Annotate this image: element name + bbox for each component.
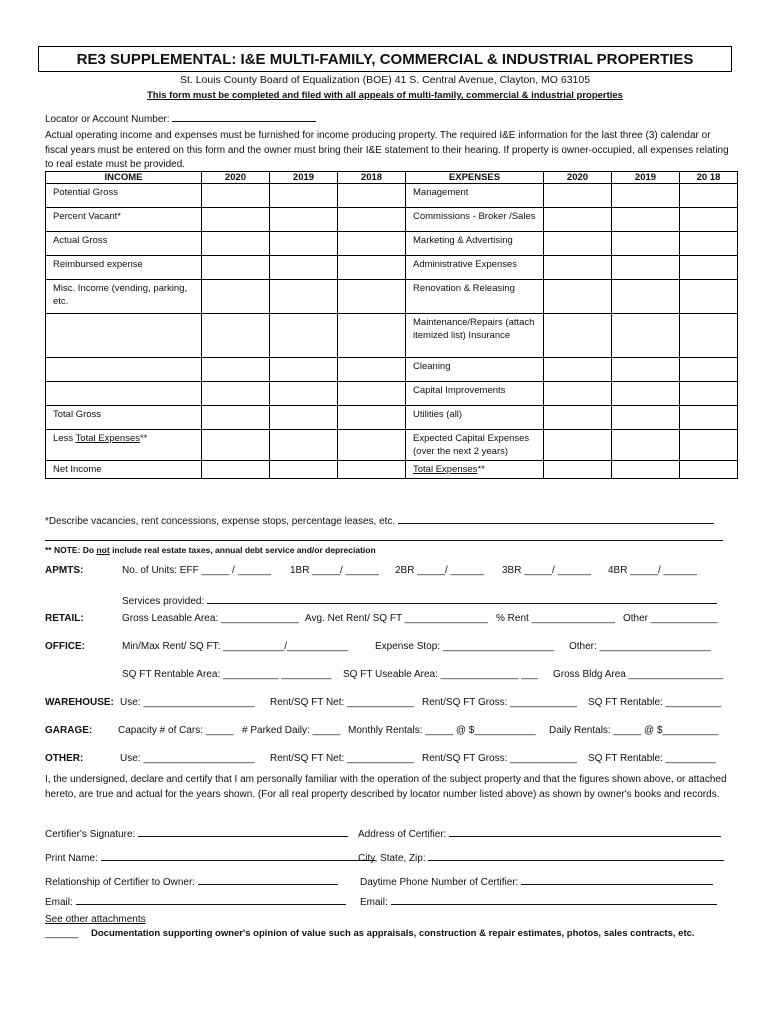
income-cell[interactable]	[202, 232, 270, 256]
expense-cell[interactable]	[612, 461, 680, 479]
income-cell[interactable]	[270, 430, 338, 461]
income-cell[interactable]	[202, 406, 270, 430]
expense-cell[interactable]	[680, 208, 738, 232]
signature-input-line[interactable]	[138, 826, 348, 837]
income-cell[interactable]	[270, 184, 338, 208]
email-right-label: Email:	[360, 897, 391, 908]
services-field[interactable]	[122, 593, 717, 607]
note-not: not	[96, 545, 110, 555]
describe-input-line[interactable]	[398, 513, 714, 524]
expense-cell[interactable]	[544, 358, 612, 382]
total-expenses-ref: Total Expenses	[75, 433, 140, 444]
expense-cell[interactable]	[544, 382, 612, 406]
relationship-input-line[interactable]	[198, 874, 338, 885]
retail-pct-rent-field[interactable]: % Rent _______________	[496, 613, 615, 624]
table-row	[46, 184, 738, 208]
expense-cell[interactable]	[612, 256, 680, 280]
table-row	[46, 406, 738, 430]
email-right-field[interactable]	[360, 894, 717, 908]
income-label: Potential Gross	[46, 184, 202, 208]
warehouse-label: WAREHOUSE:	[45, 697, 114, 708]
total-expenses-label: Total Expenses	[413, 464, 478, 475]
expense-cell[interactable]	[612, 358, 680, 382]
expense-cell[interactable]	[544, 406, 612, 430]
income-cell[interactable]	[202, 184, 270, 208]
email-left-input-line[interactable]	[76, 894, 346, 905]
expense-cell[interactable]	[612, 280, 680, 314]
income-cell[interactable]	[338, 280, 406, 314]
expense-cell[interactable]	[680, 461, 738, 479]
income-cell[interactable]	[270, 280, 338, 314]
expense-cell[interactable]	[612, 430, 680, 461]
income-cell[interactable]	[270, 208, 338, 232]
income-cell[interactable]	[338, 461, 406, 479]
expense-label	[406, 461, 544, 479]
office-min-max-field[interactable]: Min/Max Rent/ SQ FT: ___________/___________	[122, 641, 349, 652]
garage-monthly-field[interactable]: Monthly Rentals: _____ @ $___________	[348, 725, 536, 736]
income-header: INCOME	[46, 172, 202, 184]
other-label: OTHER:	[45, 753, 84, 764]
income-label: Total Gross	[46, 406, 202, 430]
phone-field[interactable]	[360, 874, 713, 888]
email-right-input-line[interactable]	[391, 894, 717, 905]
describe-note: *Describe vacancies, rent concessions, expense stops, percentage leases, etc.	[45, 516, 396, 527]
locator-field[interactable]	[45, 111, 316, 125]
other-rentable-field[interactable]: SQ FT Rentable: _________	[588, 753, 716, 764]
expense-cell[interactable]	[612, 184, 680, 208]
retail-other-field[interactable]: Other ____________	[623, 613, 718, 624]
certifier-address-field[interactable]	[358, 826, 721, 840]
income-cell[interactable]	[338, 430, 406, 461]
income-cell[interactable]	[202, 430, 270, 461]
income-cell[interactable]	[270, 232, 338, 256]
expense-label: Administrative Expenses	[406, 256, 544, 280]
expense-year-header: 2020	[544, 172, 612, 184]
expense-label: Capital Improvements	[406, 382, 544, 406]
documentation-note: Documentation supporting owner's opinion of value such as appraisals, construction & repair estimates, photos, sales contracts, etc.	[91, 928, 695, 939]
expense-cell[interactable]	[680, 232, 738, 256]
signature-label: Certifier's Signature:	[45, 829, 139, 840]
expense-cell[interactable]	[680, 314, 738, 358]
income-cell[interactable]	[338, 208, 406, 232]
expense-cell[interactable]	[544, 256, 612, 280]
double-asterisk: **	[477, 464, 485, 475]
print-name-input-line[interactable]	[101, 850, 375, 861]
city-state-zip-label: City, State, Zip:	[358, 853, 429, 864]
income-cell[interactable]	[270, 358, 338, 382]
expense-cell[interactable]	[544, 280, 612, 314]
income-cell[interactable]	[270, 406, 338, 430]
expense-label: Management	[406, 184, 544, 208]
office-expense-stop-field[interactable]: Expense Stop: ____________________	[375, 641, 555, 652]
office-gross-field[interactable]: Gross Bldg Area _________________	[553, 669, 724, 680]
income-cell[interactable]	[202, 280, 270, 314]
expense-label: Expected Capital Expenses (over the next 2 years)	[406, 430, 544, 461]
filing-instruction: This form must be completed and filed with all appeals of multi-family, commercial & industrial properties	[147, 90, 623, 101]
expense-cell[interactable]	[680, 184, 738, 208]
apmts-3br-field[interactable]: 3BR _____/ ______	[502, 565, 591, 576]
income-cell[interactable]	[338, 232, 406, 256]
income-cell[interactable]	[270, 382, 338, 406]
signature-field[interactable]	[45, 826, 348, 840]
expense-label: Commissions - Broker /Sales	[406, 208, 544, 232]
expense-cell[interactable]	[680, 256, 738, 280]
income-label: Percent Vacant*	[46, 208, 202, 232]
table-row	[46, 232, 738, 256]
expense-year-header: 2019	[612, 172, 680, 184]
office-label: OFFICE:	[45, 641, 85, 652]
garage-capacity-field[interactable]: Capacity # of Cars: _____	[118, 725, 234, 736]
income-cell[interactable]	[270, 256, 338, 280]
income-cell[interactable]	[270, 461, 338, 479]
expense-cell[interactable]	[544, 430, 612, 461]
table-row	[46, 314, 738, 358]
table-header-row	[46, 172, 738, 184]
certifier-address-label: Address of Certifier:	[358, 829, 450, 840]
services-label: Services provided:	[122, 596, 208, 607]
locator-label: Locator or Account Number:	[45, 114, 173, 125]
describe-continuation-line[interactable]	[45, 540, 723, 541]
less-prefix: Less	[53, 433, 76, 444]
garage-parked-field[interactable]: # Parked Daily: _____	[242, 725, 341, 736]
income-label	[46, 430, 202, 461]
warehouse-gross-field[interactable]: Rent/SQ FT Gross: ____________	[422, 697, 577, 708]
deduction-note	[45, 545, 376, 555]
other-use-field[interactable]: Use: ____________________	[120, 753, 255, 764]
apmts-1br-field[interactable]: 1BR _____/ ______	[290, 565, 379, 576]
table-row	[46, 382, 738, 406]
income-cell[interactable]	[338, 184, 406, 208]
other-net-field[interactable]: Rent/SQ FT Net: ____________	[270, 753, 414, 764]
board-address: St. Louis County Board of Equalization (BOE) 41 S. Central Avenue, Clayton, MO 63105	[179, 74, 591, 86]
intro-paragraph: Actual operating income and expenses must be furnished for income producing property. The required I&E information for the last three (3) calendar or fiscal years must be entered on this form and the owner must bring their I&E statement to their hearing. If property is owner-occupied, all expenses relating to real estate must be provided.	[45, 130, 729, 170]
income-cell[interactable]	[338, 314, 406, 358]
retail-gla-field[interactable]: Gross Leasable Area: ______________	[122, 613, 299, 624]
apmts-label: APMTS:	[45, 565, 84, 576]
relationship-field[interactable]	[45, 874, 338, 888]
income-year-header: 2019	[270, 172, 338, 184]
expense-cell[interactable]	[544, 461, 612, 479]
note-prefix: ** NOTE: Do	[45, 545, 97, 555]
apmts-4br-field[interactable]: 4BR _____/ ______	[608, 565, 697, 576]
phone-input-line[interactable]	[521, 874, 713, 885]
expense-cell[interactable]	[612, 208, 680, 232]
income-cell[interactable]	[338, 358, 406, 382]
print-name-field[interactable]	[45, 850, 375, 864]
expense-cell[interactable]	[680, 430, 738, 461]
expense-cell[interactable]	[544, 232, 612, 256]
income-year-header: 2018	[338, 172, 406, 184]
garage-daily-field[interactable]: Daily Rentals: _____ @ $__________	[549, 725, 719, 736]
income-label: Reimbursed expense	[46, 256, 202, 280]
see-other-attachments: See other attachments	[45, 914, 146, 925]
income-cell[interactable]	[202, 314, 270, 358]
warehouse-rentable-field[interactable]: SQ FT Rentable: __________	[588, 697, 722, 708]
income-expense-table	[45, 171, 738, 479]
income-label[interactable]	[46, 358, 202, 382]
income-label[interactable]	[46, 314, 202, 358]
expense-label: Marketing & Advertising	[406, 232, 544, 256]
table-row	[46, 461, 738, 479]
income-cell[interactable]	[202, 461, 270, 479]
income-cell[interactable]	[202, 358, 270, 382]
retail-label: RETAIL:	[45, 613, 84, 624]
phone-label: Daytime Phone Number of Certifier:	[360, 877, 522, 888]
expense-cell[interactable]	[612, 406, 680, 430]
documentation-checkbox-line[interactable]: ______	[45, 928, 79, 939]
expense-cell[interactable]	[680, 358, 738, 382]
office-rentable-field[interactable]: SQ FT Rentable Area: __________ _________	[122, 669, 332, 680]
expenses-header: EXPENSES	[406, 172, 544, 184]
email-left-label: Email:	[45, 897, 76, 908]
expense-label: Utilities (all)	[406, 406, 544, 430]
double-asterisk: **	[139, 433, 148, 444]
table-row	[46, 256, 738, 280]
warehouse-use-field[interactable]: Use: ____________________	[120, 697, 255, 708]
office-other-field[interactable]: Other: ____________________	[569, 641, 711, 652]
income-cell[interactable]	[202, 256, 270, 280]
warehouse-net-field[interactable]: Rent/SQ FT Net: ____________	[270, 697, 414, 708]
expense-cell[interactable]	[612, 314, 680, 358]
expense-year-header: 20 18	[680, 172, 738, 184]
expense-label: Renovation & Releasing	[406, 280, 544, 314]
form-title: RE3 SUPPLEMENTAL: I&E MULTI-FAMILY, COMMERCIAL & INDUSTRIAL PROPERTIES	[38, 46, 732, 72]
city-state-zip-input-line[interactable]	[428, 850, 724, 861]
expense-cell[interactable]	[680, 382, 738, 406]
expense-cell[interactable]	[544, 314, 612, 358]
expense-label: Cleaning	[406, 358, 544, 382]
income-cell[interactable]	[270, 314, 338, 358]
retail-net-rent-field[interactable]: Avg. Net Rent/ SQ FT _______________	[305, 613, 489, 624]
office-useable-field[interactable]: SQ FT Useable Area: ______________ ___	[343, 669, 538, 680]
income-cell[interactable]	[202, 382, 270, 406]
income-year-header: 2020	[202, 172, 270, 184]
other-gross-field[interactable]: Rent/SQ FT Gross: ____________	[422, 753, 577, 764]
table-row	[46, 358, 738, 382]
income-cell[interactable]	[338, 256, 406, 280]
declaration-paragraph: I, the undersigned, declare and certify that I am personally familiar with the operation of the subject property and that the figures shown above, or attached hereto, are true and actual for the years shown. (For all real property described by locator number listed above) as shown by owner's books and records.	[45, 774, 727, 800]
expense-cell[interactable]	[612, 382, 680, 406]
expense-cell[interactable]	[544, 184, 612, 208]
garage-label: GARAGE:	[45, 725, 93, 736]
email-left-field[interactable]	[45, 894, 346, 908]
note-suffix: include real estate taxes, annual debt service and/or depreciation	[109, 545, 376, 555]
apmts-units-field[interactable]: No. of Units: EFF _____ / ______	[122, 565, 271, 576]
relationship-label: Relationship of Certifier to Owner:	[45, 877, 198, 888]
expense-cell[interactable]	[612, 232, 680, 256]
income-label: Net Income	[46, 461, 202, 479]
city-state-zip-field[interactable]	[358, 850, 724, 864]
table-row	[46, 280, 738, 314]
table-row	[46, 208, 738, 232]
services-input-line[interactable]	[207, 593, 717, 604]
apmts-2br-field[interactable]: 2BR _____/ ______	[395, 565, 484, 576]
locator-input-line[interactable]	[172, 111, 316, 122]
expense-cell[interactable]	[680, 406, 738, 430]
income-label[interactable]	[46, 382, 202, 406]
income-label: Misc. Income (vending, parking, etc.	[46, 280, 202, 314]
income-cell[interactable]	[202, 208, 270, 232]
income-cell[interactable]	[338, 406, 406, 430]
expense-cell[interactable]	[544, 208, 612, 232]
print-name-label: Print Name:	[45, 853, 101, 864]
expense-cell[interactable]	[680, 280, 738, 314]
expense-label: Maintenance/Repairs (attach itemized list) Insurance	[406, 314, 544, 358]
describe-field[interactable]	[45, 513, 714, 527]
income-cell[interactable]	[338, 382, 406, 406]
table-row	[46, 430, 738, 461]
certifier-address-input-line[interactable]	[449, 826, 721, 837]
income-label: Actual Gross	[46, 232, 202, 256]
